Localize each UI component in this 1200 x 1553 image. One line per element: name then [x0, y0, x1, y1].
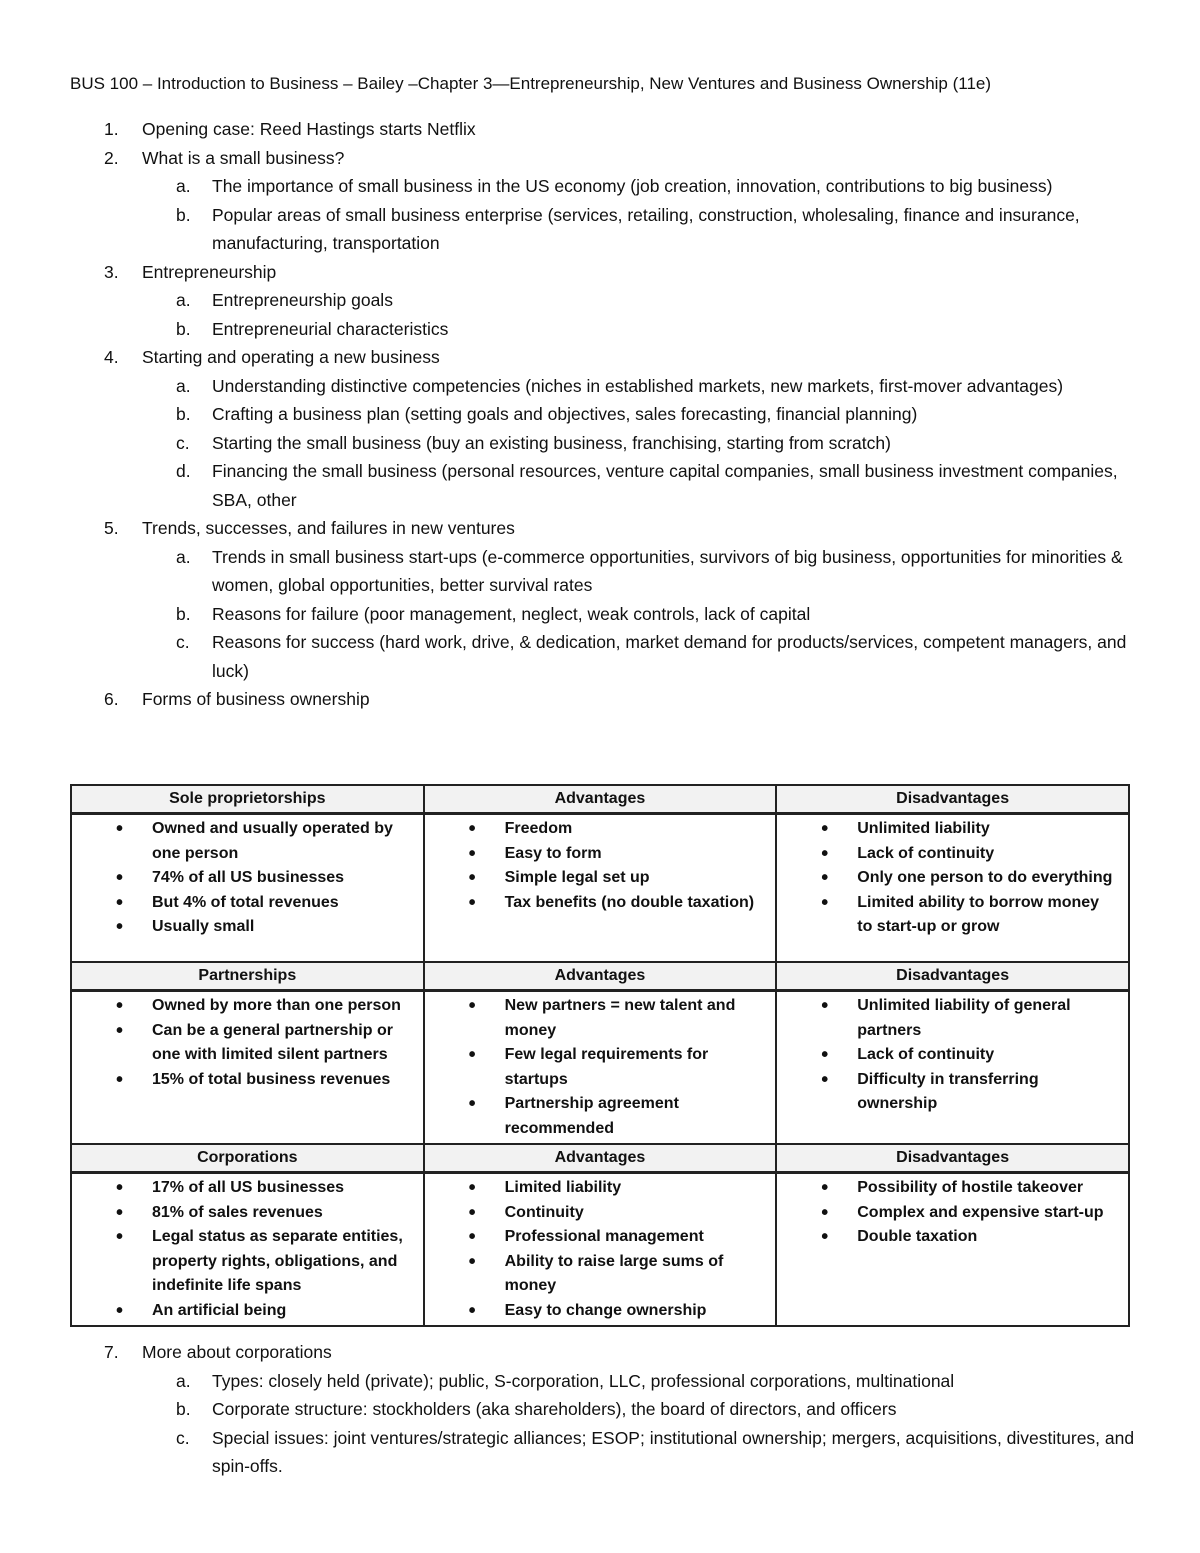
outline-item	[70, 1338, 1140, 1481]
table-cell	[71, 991, 424, 1145]
sub-text: Starting the small business (buy an existing business, franchising, starting from scratch)	[212, 432, 891, 453]
sub-item	[142, 1424, 1140, 1481]
bullet-item: • 81% of sales revenues	[72, 1201, 413, 1226]
outline-item	[70, 115, 1140, 144]
sub-text: Entrepreneurial characteristics	[212, 318, 449, 339]
sub-text: Corporate structure: stockholders (aka shareholders), the board of directors, and officers	[212, 1399, 897, 1419]
item-number: 4.	[104, 347, 119, 367]
header-corporations: Corporations	[71, 1144, 424, 1173]
table-cell	[424, 991, 777, 1145]
sub-letter: a.	[176, 546, 191, 567]
header-disadvantages: Disadvantages	[776, 785, 1129, 814]
table-cell	[776, 991, 1129, 1145]
outline-item	[70, 685, 1140, 714]
bullet-item: • Simple legal set up	[425, 866, 766, 891]
bullet-item: • Unlimited liability	[777, 817, 1118, 842]
sub-letter: b.	[176, 603, 191, 624]
header-advantages: Advantages	[424, 962, 777, 991]
sub-text: The importance of small business in the US economy (job creation, innovation, contributions to big business)	[212, 176, 1053, 196]
sub-letter: b.	[176, 318, 191, 339]
sub-letter: b.	[176, 204, 191, 225]
sub-text: Entrepreneurship goals	[212, 290, 393, 310]
header-advantages: Advantages	[424, 1144, 777, 1173]
table-header-row	[71, 962, 1129, 991]
item-text: More about corporations	[142, 1342, 332, 1362]
header-disadvantages: Disadvantages	[776, 962, 1129, 991]
sub-text: Reasons for failure (poor management, neglect, weak controls, lack of capital	[212, 603, 811, 624]
table-row	[71, 991, 1129, 1145]
bullet-item: • Continuity	[425, 1201, 766, 1226]
sub-letter: c.	[176, 1427, 190, 1448]
bullet-item: • Legal status as separate entities, property rights, obligations, and indefinite life spans	[72, 1225, 413, 1299]
bullet-item: • Tax benefits (no double taxation)	[425, 891, 766, 916]
sub-item	[142, 543, 1140, 600]
sub-text: Reasons for success (hard work, drive, & dedication, market demand for products/services, competent managers, and luck)	[212, 632, 1127, 681]
header-sole-proprietorships: Sole proprietorships	[71, 785, 424, 814]
bullet-list	[72, 1174, 423, 1325]
table-header-row	[71, 1144, 1129, 1173]
bullet-item: • Owned by more than one person	[72, 994, 413, 1019]
bullet-item: • Double taxation	[777, 1225, 1118, 1250]
sub-item	[142, 400, 1140, 429]
bullet-item: • Possibility of hostile takeover	[777, 1176, 1118, 1201]
sub-item	[142, 372, 1140, 401]
bullet-list	[72, 815, 423, 942]
sub-letter: b.	[176, 404, 191, 424]
item-text: What is a small business?	[142, 147, 345, 168]
bullet-item: • Freedom	[425, 817, 766, 842]
bullet-item: • 15% of total business revenues	[72, 1068, 413, 1093]
outline-item	[70, 258, 1140, 344]
table-cell	[71, 1173, 424, 1327]
sub-text: Special issues: joint ventures/strategic alliances; ESOP; institutional ownership; mergers, acquisitions, divestitures, and spin-offs.	[212, 1427, 1135, 1476]
sub-item	[142, 1367, 1140, 1396]
sub-text: Types: closely held (private); public, S-corporation, LLC, professional corporations, multinational	[212, 1370, 955, 1391]
item-number: 7.	[104, 1342, 119, 1362]
sub-list	[142, 543, 1140, 686]
bullet-item: • 74% of all US businesses	[72, 866, 413, 891]
bullet-list	[425, 992, 776, 1143]
bullet-item: • Usually small	[72, 915, 413, 940]
bullet-item: • Can be a general partnership or one with limited silent partners	[72, 1019, 413, 1068]
sub-list	[142, 372, 1140, 515]
sub-letter: a.	[176, 375, 191, 396]
sub-list	[142, 286, 1140, 343]
table-row	[71, 814, 1129, 963]
bullet-list	[777, 815, 1128, 942]
sub-letter: b.	[176, 1399, 191, 1419]
bullet-item: • Few legal requirements for startups	[425, 1043, 766, 1092]
bullet-item: • Limited ability to borrow money to start-up or grow	[777, 891, 1118, 940]
sub-list	[142, 1367, 1140, 1481]
bullet-item: • Lack of continuity	[777, 842, 1118, 867]
item-text: Opening case: Reed Hastings starts Netflix	[142, 119, 476, 139]
bullet-item: • Complex and expensive start-up	[777, 1201, 1118, 1226]
sub-item	[142, 429, 1140, 458]
bullet-item: • Limited liability	[425, 1176, 766, 1201]
sub-text: Understanding distinctive competencies (niches in established markets, new markets, first-mover advantages)	[212, 375, 1064, 396]
sub-list	[142, 172, 1140, 258]
sub-letter: d.	[176, 461, 191, 481]
document-title: BUS 100 – Introduction to Business – Bailey –Chapter 3—Entrepreneurship, New Ventures and Business Ownership (11e)	[70, 74, 992, 93]
bullet-list	[777, 1174, 1128, 1252]
course-outline	[70, 115, 1140, 714]
sub-text: Trends in small business start-ups (e-commerce opportunities, survivors of big business, opportunities for minorities & women, global opportunities, better survival rates	[212, 546, 1123, 595]
bullet-item: • Lack of continuity	[777, 1043, 1118, 1068]
outline-item	[70, 514, 1140, 685]
sub-item	[142, 628, 1140, 685]
sub-letter: a.	[176, 290, 191, 310]
course-outline-continued	[70, 1338, 1140, 1481]
table-row	[71, 1173, 1129, 1327]
sub-item	[142, 600, 1140, 629]
item-text: Starting and operating a new business	[142, 347, 440, 367]
table-cell	[776, 814, 1129, 963]
bullet-item: • New partners = new talent and money	[425, 994, 766, 1043]
sub-text: Financing the small business (personal resources, venture capital companies, small business investment companies, SBA, other	[212, 461, 1118, 510]
table-cell	[776, 1173, 1129, 1327]
sub-item	[142, 172, 1140, 201]
sub-item	[142, 286, 1140, 315]
table-cell	[424, 1173, 777, 1327]
header-partnerships: Partnerships	[71, 962, 424, 991]
bullet-list	[777, 992, 1128, 1119]
bullet-item: • Professional management	[425, 1225, 766, 1250]
sub-item	[142, 315, 1140, 344]
header-disadvantages: Disadvantages	[776, 1144, 1129, 1173]
business-ownership-table	[70, 784, 1130, 1327]
sub-letter: a.	[176, 176, 191, 196]
bullet-item: • Only one person to do everything	[777, 866, 1118, 891]
table-cell	[424, 814, 777, 963]
bullet-list	[425, 1174, 776, 1325]
bullet-item: • Unlimited liability of general partners	[777, 994, 1118, 1043]
bullet-item: • Owned and usually operated by one person	[72, 817, 413, 866]
item-number: 5.	[104, 518, 119, 538]
item-text: Trends, successes, and failures in new ventures	[142, 518, 515, 538]
bullet-list	[425, 815, 776, 917]
sub-item	[142, 201, 1140, 258]
item-number: 1.	[104, 119, 119, 139]
bullet-item: • But 4% of total revenues	[72, 891, 413, 916]
sub-letter: a.	[176, 1370, 191, 1391]
sub-item	[142, 457, 1140, 514]
sub-text: Crafting a business plan (setting goals and objectives, sales forecasting, financial planning)	[212, 404, 918, 424]
outline-item	[70, 343, 1140, 514]
bullet-item: • Partnership agreement recommended	[425, 1092, 766, 1141]
bullet-item: • An artificial being	[72, 1299, 413, 1324]
bullet-item: • Difficulty in transferring ownership	[777, 1068, 1118, 1117]
table-cell	[71, 814, 424, 963]
item-number: 2.	[104, 147, 119, 168]
item-text: Entrepreneurship	[142, 261, 277, 282]
sub-letter: c.	[176, 632, 190, 652]
bullet-item: • 17% of all US businesses	[72, 1176, 413, 1201]
bullet-list	[72, 992, 423, 1094]
bullet-item: • Easy to change ownership	[425, 1299, 766, 1324]
header-advantages: Advantages	[424, 785, 777, 814]
sub-text: Popular areas of small business enterprise (services, retailing, construction, wholesaling, finance and insurance, manufacturing, transportation	[212, 204, 1080, 253]
sub-item	[142, 1395, 1140, 1424]
bullet-item: • Ability to raise large sums of money	[425, 1250, 766, 1299]
outline-item	[70, 144, 1140, 258]
bullet-item: • Easy to form	[425, 842, 766, 867]
item-number: 6.	[104, 689, 119, 709]
item-number: 3.	[104, 261, 119, 282]
table-header-row	[71, 785, 1129, 814]
sub-letter: c.	[176, 432, 190, 453]
item-text: Forms of business ownership	[142, 689, 370, 709]
